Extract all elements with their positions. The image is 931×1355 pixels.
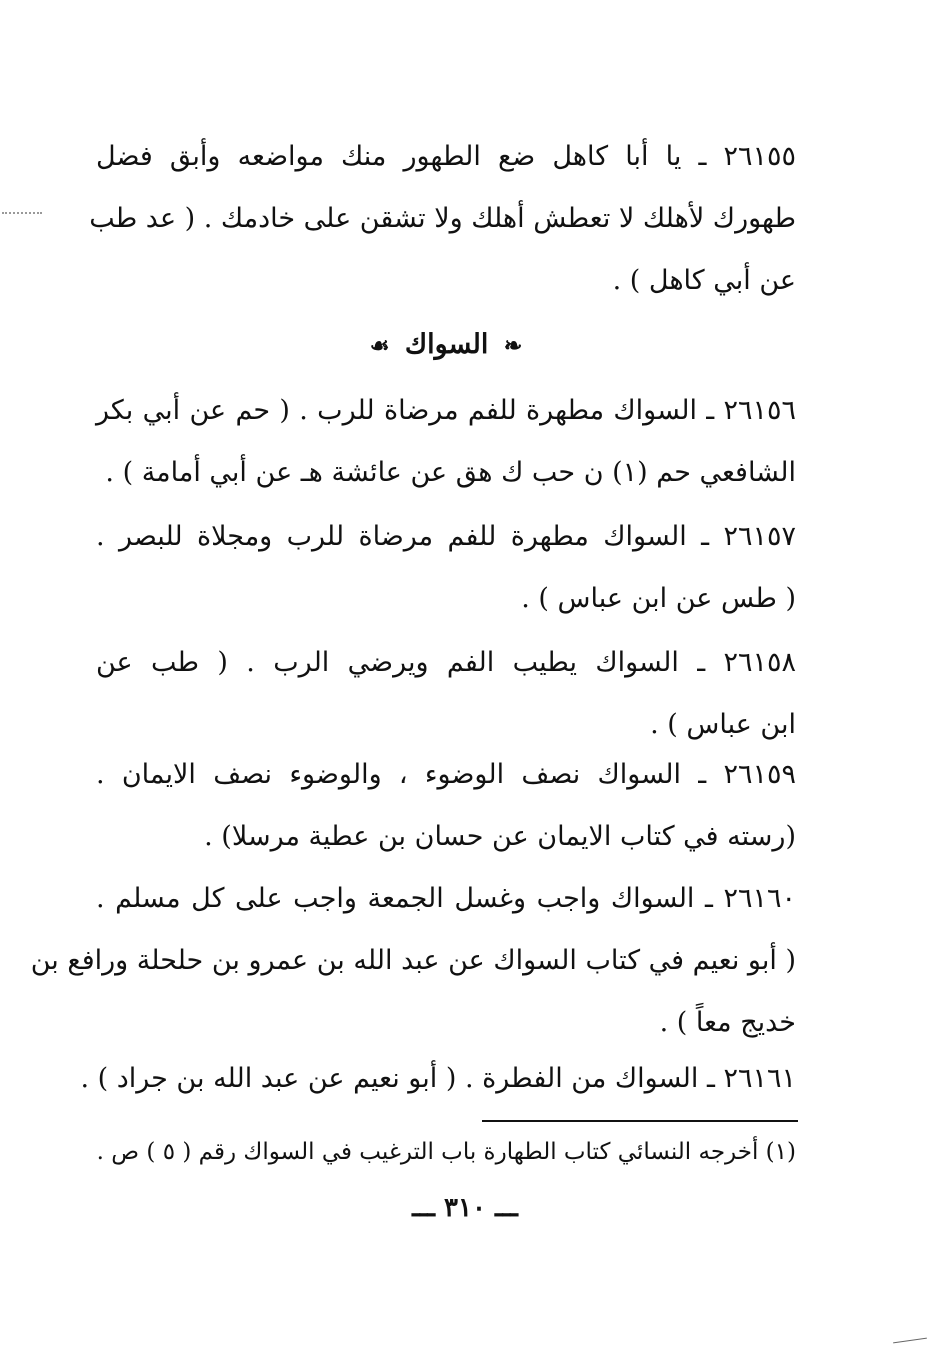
entry-line: ( طس عن ابن عباس ) . — [521, 583, 796, 614]
ornament-icon: ☙ — [369, 332, 390, 359]
hadith-entry-26156 — [96, 380, 796, 504]
entry-line: ٢٦١٥٧ ـ السواك مطهرة للفم مرضاة للرب ومجلاة للبصر . — [96, 521, 796, 552]
hadith-entry-26159 — [96, 744, 796, 868]
hadith-entry-26160 — [30, 868, 796, 1054]
margin-mark — [2, 212, 42, 216]
entry-line: ٢٦١٦٠ ـ السواك واجب وغسل الجمعة واجب على كل مسلم . — [96, 883, 796, 914]
hadith-entry-26155 — [89, 126, 796, 312]
hadith-entry-26157 — [96, 506, 796, 630]
hadith-entry-26158 — [96, 632, 796, 756]
footnote-divider — [482, 1120, 798, 1122]
entry-line: الشافعي حم (١) ن حب ك هق عن عائشة هـ عن أبي أمامة ) . — [105, 457, 796, 488]
hadith-entry-26161 — [80, 1048, 796, 1110]
entry-line: ( أبو نعيم في كتاب السواك عن عبد الله بن عمرو بن حلحلة ورافع بن — [30, 945, 796, 976]
entry-line: (رسته في كتاب الايمان عن حسان بن عطية مرسلا) . — [204, 821, 796, 852]
section-heading — [96, 320, 796, 370]
ornament-icon: ❧ — [503, 332, 523, 359]
entry-line: ٢٦١٥٩ ـ السواك نصف الوضوء ، والوضوء نصف الايمان . — [96, 759, 796, 790]
entry-line: خديج معاً ) . — [659, 1007, 796, 1038]
section-title: السواك — [404, 329, 489, 360]
entry-line: ابن عباس ) . — [650, 709, 796, 740]
entry-line: عن أبي كاهل ) . — [612, 265, 796, 296]
entry-line: ٢٦١٥٨ ـ السواك يطيب الفم ويرضي الرب . ( طب عن — [96, 647, 796, 678]
entry-line: طهورك لأهلك لا تعطش أهلك ولا تشقن على خادمك . ( عد طب — [89, 203, 796, 234]
page-number: ـــ ٣١٠ ـــ — [412, 1193, 518, 1223]
entry-line: ٢٦١٥٦ ـ السواك مطهرة للفم مرضاة للرب . ( حم عن أبي بكر — [96, 395, 796, 426]
entry-line: ٢٦١٥٥ ـ يا أبا كاهل ضع الطهور منك مواضعه وأبق فضل — [96, 141, 796, 172]
footnote: (١) أخرجه النسائي كتاب الطهارة باب الترغيب في السواك رقم ( ٥ ) ص . — [96, 1139, 796, 1165]
entry-line: ٢٦١٦١ ـ السواك من الفطرة . ( أبو نعيم عن عبد الله بن جراد ) . — [80, 1063, 796, 1094]
margin-mark — [893, 1338, 927, 1344]
